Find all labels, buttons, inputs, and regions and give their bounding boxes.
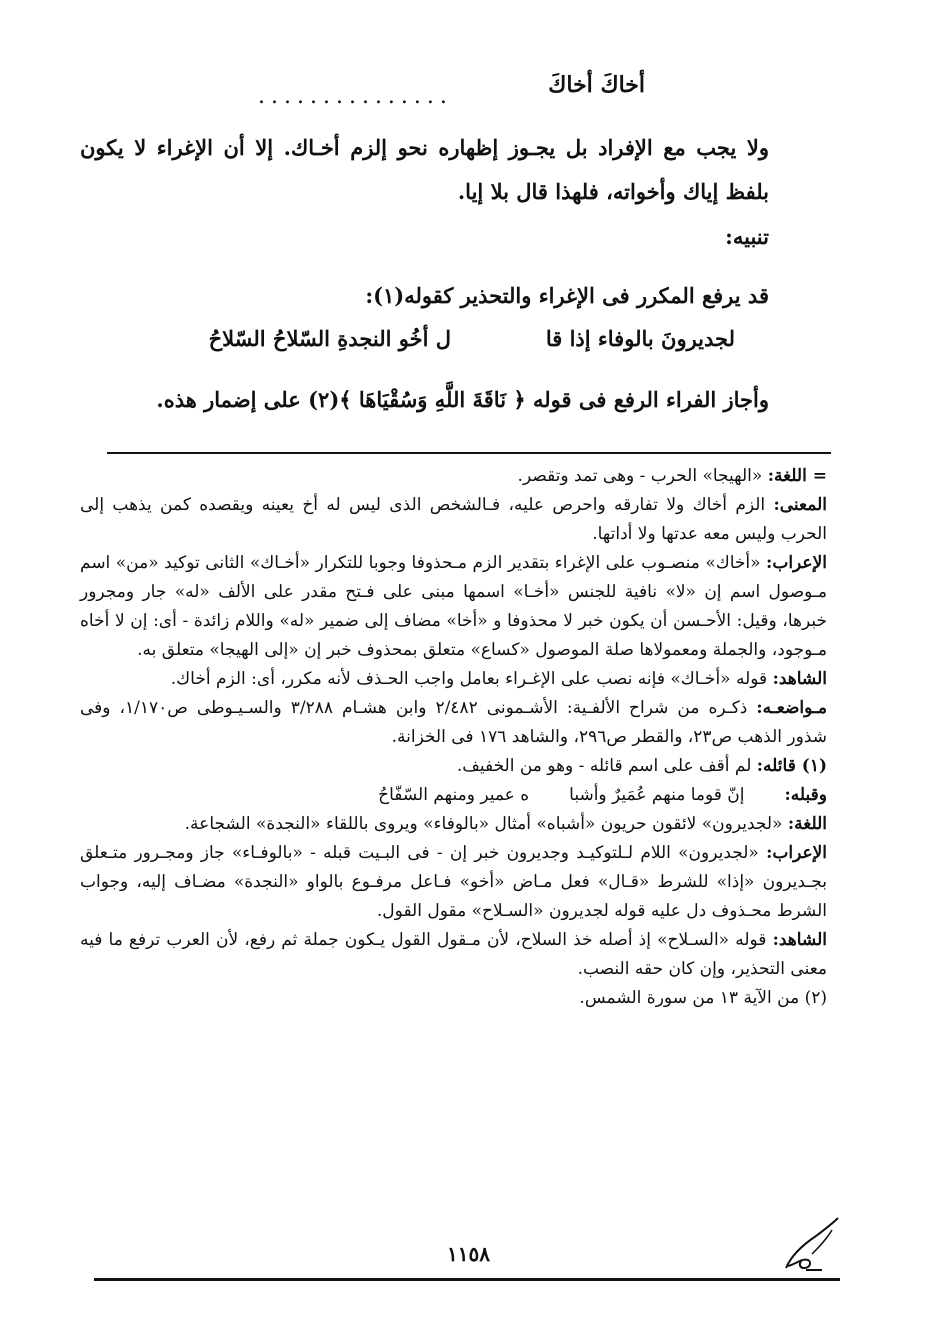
note-lugha-2 (80, 810, 827, 839)
note-label: وقبله: (784, 785, 827, 805)
tanbih-heading: تنبيه: (725, 224, 769, 249)
bottom-rule (94, 1278, 840, 1281)
verse-first-half: لجديرونَ بالوفاء إذا قا (545, 326, 735, 351)
note-irab-1 (80, 549, 827, 665)
verse-second-half: ل أخُو النجدةِ السّلاحُ السّلاحُ (208, 326, 451, 351)
note-irab-2 (80, 839, 827, 926)
note-text: لم أقف على اسم قائله - وهو من الخفيف. (456, 756, 752, 776)
note-label: (١) قائله: (756, 756, 827, 776)
note-label: = اللغة: (767, 466, 827, 486)
footnote-separator (107, 452, 831, 454)
note-label: الإعراب: (766, 553, 827, 573)
note-text: «أخاك» منصـوب على الإغراء بتقدير الزم مـحذوفا وجوبا للتكرار «أخـاك» الثانى توكيد «من» اسم مـوصول اسم إن «لا» نافية للجنس «أخـا» اسمها مبنى على فـتح مقدر على الألف «له» جار ومجرور خبرها، وقيل: الأحـسن أن يكون خبر لا محذوفا و «أخا» مضاف إلى ضمير «له» واللام زائدة - أى: إن لا أخاه مـوجود، والجملة ومعمولاها صلة الموصول «كساع» متعلق بمحذوف خبر إن «إلى الهيجا» متعلق به. (80, 553, 827, 660)
verse-fragment-header: أخاكَ أخاكَ (548, 72, 645, 98)
note-label: مـواضعـه: (756, 698, 828, 718)
footnotes-block (80, 462, 827, 1013)
note-text: قوله «أخـاك» فإنه نصب على الإغـراء بعامل واجب الحـذف لأنه مكرر، أى: الزم أخاك. (170, 669, 768, 689)
body-paragraph-1: ولا يجب مع الإفراد بل يجـوز إظهاره نحو إلزم أخـاك. إلا أن الإغراء لا يكون بلفظ إياك وأخواته، فلهذا قال بلا إيا. (80, 135, 769, 204)
note-mana (80, 491, 827, 549)
note-label: المعنى: (773, 495, 827, 515)
signature-flourish-icon (782, 1214, 842, 1274)
note-qablahu (80, 781, 827, 810)
qablahu-first-half: إنّ قوما منهم عُمَيرٌ وأشبا (569, 785, 745, 805)
body-paragraph-2: قد يرفع المكرر فى الإغراء والتحذير كقوله(١): (365, 283, 769, 308)
note-label: الشاهد: (772, 669, 827, 689)
note-text: قوله «السـلاح» إذ أصله خذ السلاح، لأن مـقول القول يـكون جملة ثم رفع، لأن العرب ترفع ما فيه معنى التحذير، وإن كان حقه النصب. (80, 930, 827, 979)
note-text: الزم أخاك ولا تفارقه واحرص عليه، فـالشخص الذى ليس له أخ يعينه ويقصده كمن يذهب إلى الحرب وليس معه عدتها ولا أداتها. (80, 495, 827, 544)
qablahu-second-half: ه عمير ومنهم السّفّاحُ (378, 785, 530, 805)
note-lugha-1 (80, 462, 827, 491)
footnote-1 (80, 752, 827, 781)
note-shahid-2 (80, 926, 827, 984)
note-text: (٢) من الآية ١٣ من سورة الشمس. (579, 988, 827, 1008)
note-mawadi (80, 694, 827, 752)
note-text: «لجديرون» لائقون حريون «أشباه» أمثال «بالوفاء» ويروى باللقاء «النجدة» الشجاعة. (184, 814, 783, 834)
note-label: اللغة: (787, 814, 827, 834)
note-shahid-1 (80, 665, 827, 694)
note-text: «الهيجا» الحرب - وهى تمد وتقصر. (517, 466, 763, 486)
note-label: الشاهد: (772, 930, 827, 950)
ellipsis-dots: ............... (258, 84, 453, 109)
note-text: «لجديرون» اللام لـلتوكيـد وجديرون خبر إن - فى البـيت قبله - «بالوفـاء» جاز ومجـرور متـعلق بجـديرون «إذا» للشرط «قـال» فعل مـاض «أخو» فـاعل مرفـوع بالواو «النجدة» مضـاف إليه، وجواب الشرط محـذوف دل عليه قوله لجديرون «السـلاح» مقول القول. (80, 843, 827, 921)
page-number: ١١٥٨ (447, 1242, 490, 1266)
body-paragraph-3: وأجاز الفراء الرفع فى قوله ﴿ نَاقَةَ اللَّهِ وَسُقْيَاهَا ﴾(٢) على إضمار هذه. (156, 387, 769, 412)
note-text: ذكـره من شراح الألفـية: الأشـمونى ٢/٤٨٢ وابن هشـام ٣/٢٨٨ والسـيـوطى ص١/١٧٠، وفى شذور الذهب ص٢٣، والقطر ص٢٩٦، والشاهد ١٧٦ فى الخزانة. (80, 698, 827, 747)
footnote-2 (80, 984, 827, 1013)
note-label: الإعراب: (766, 843, 828, 863)
